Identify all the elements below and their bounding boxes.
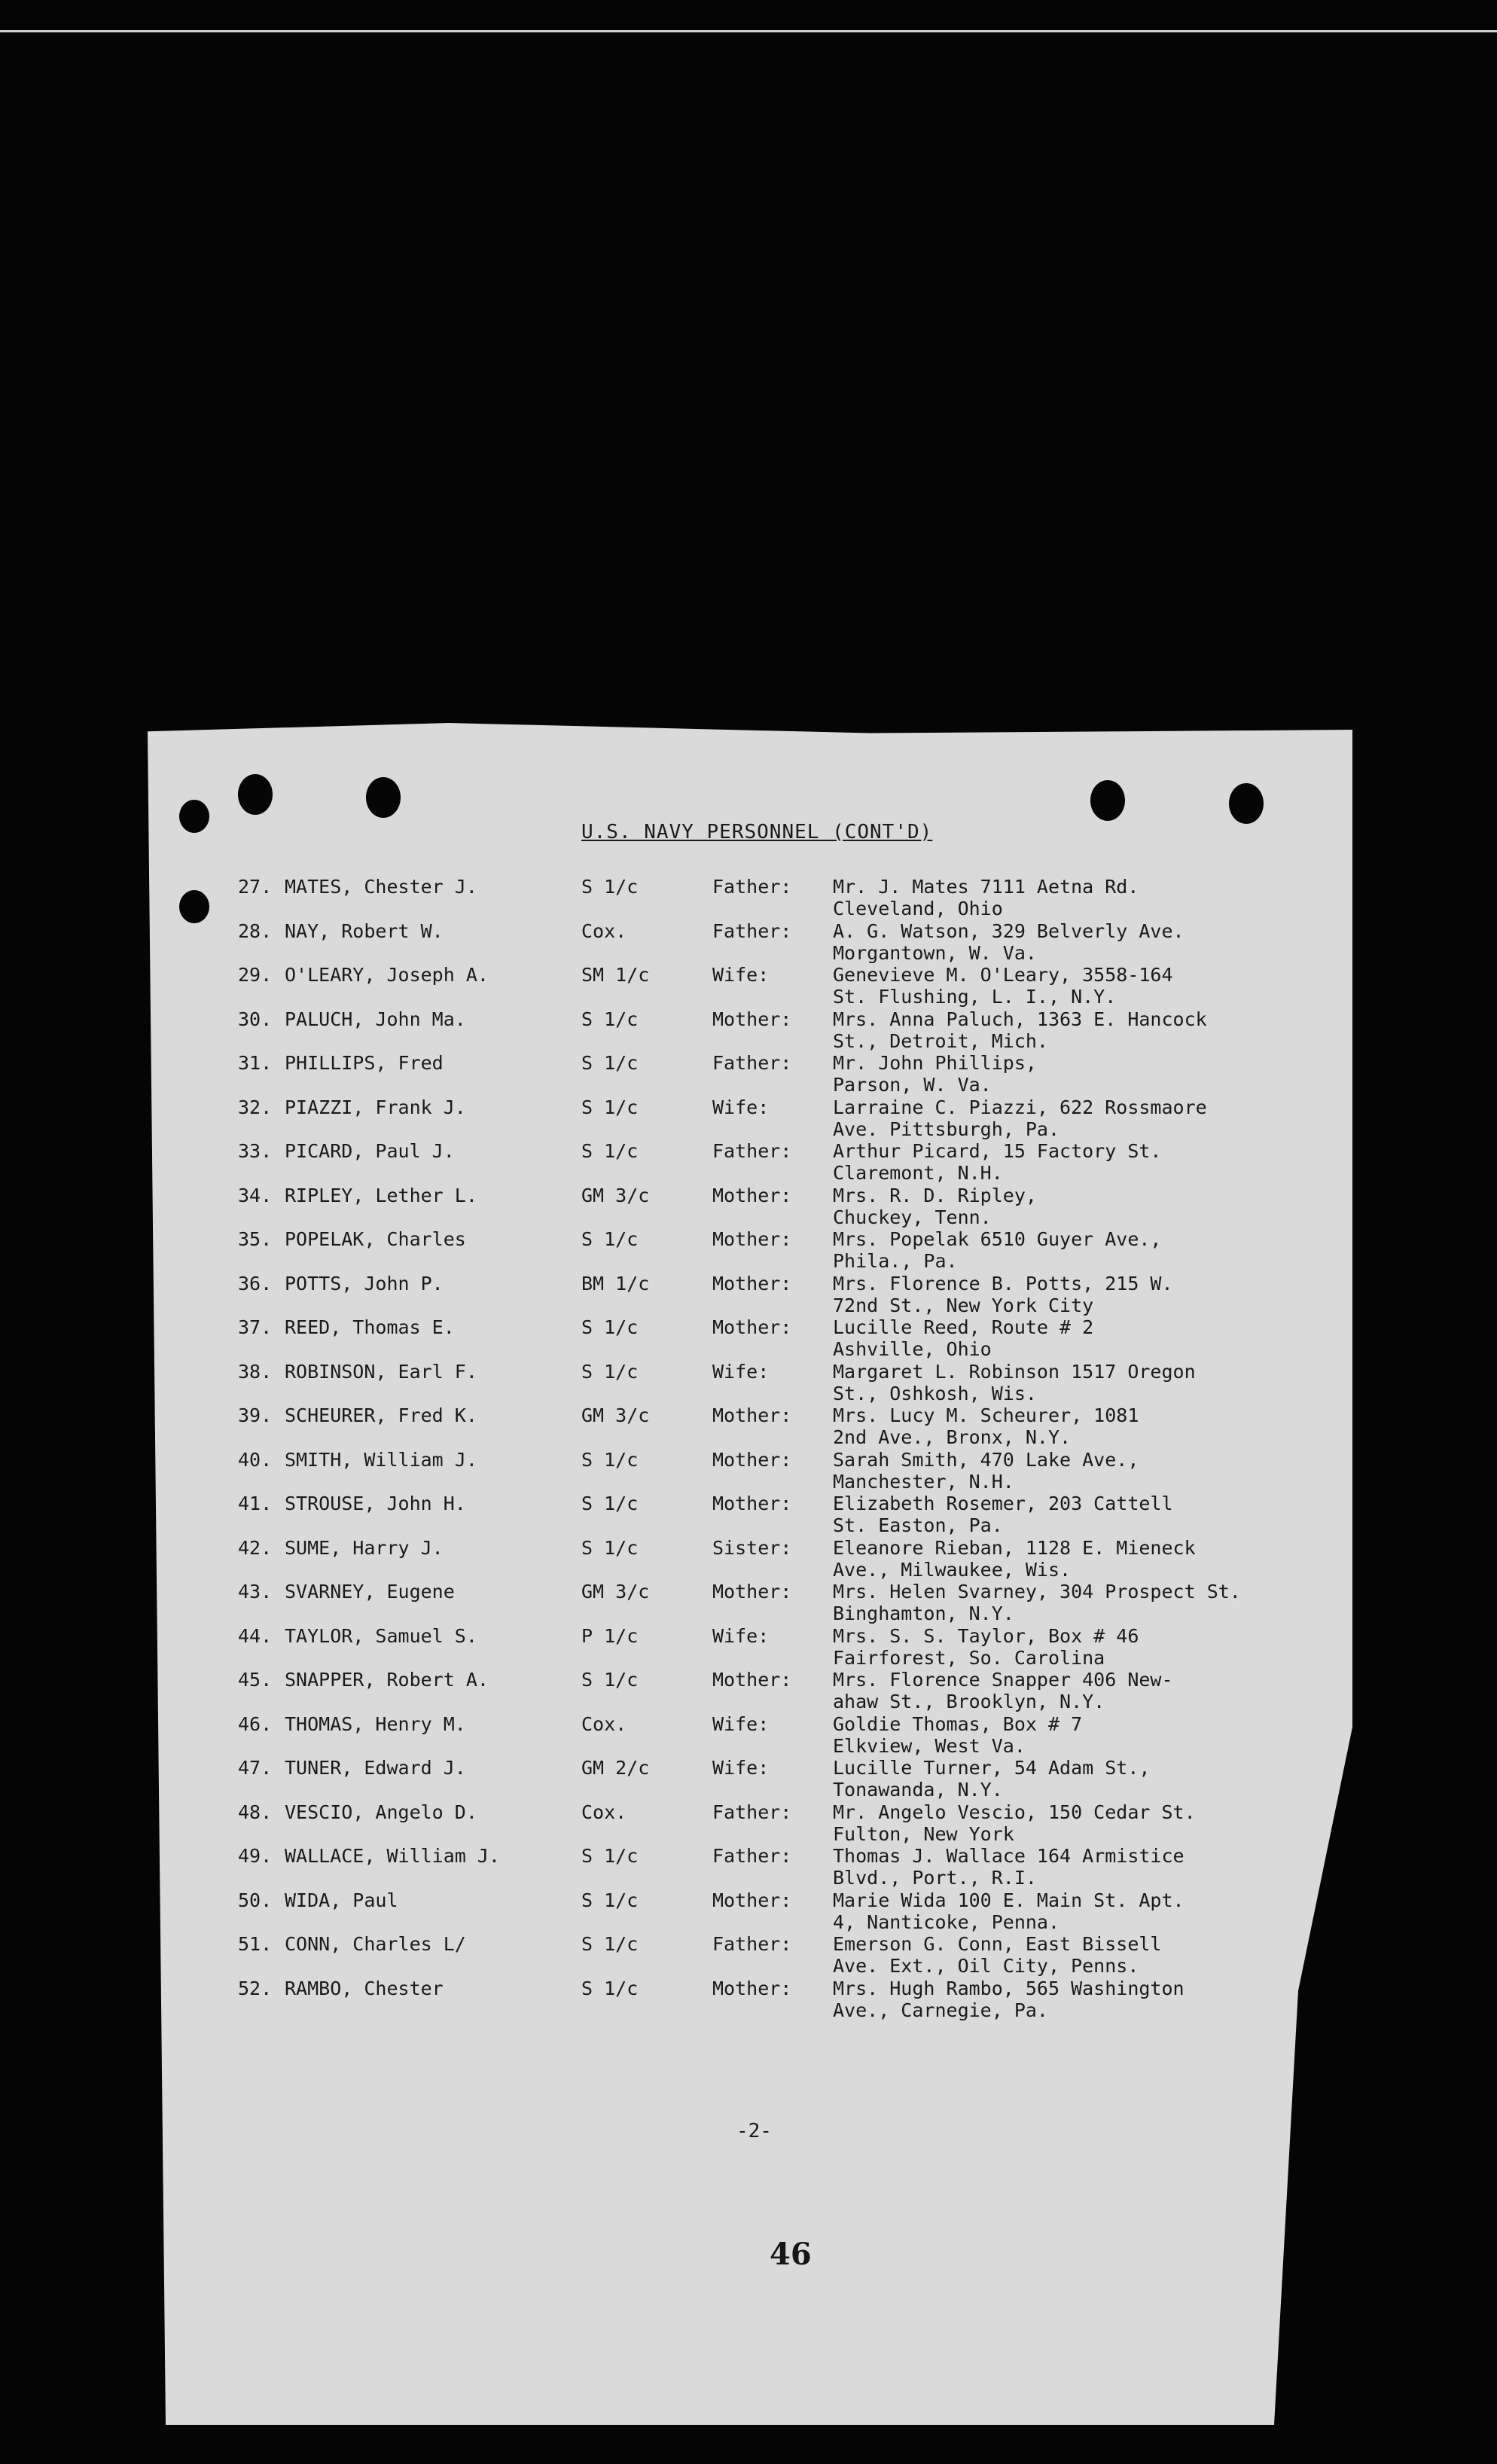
entry-number: 33. [238,1140,273,1162]
address-line-2: Manchester, N.H. [833,1470,1014,1493]
sailor-rate: Cox. [581,1801,627,1823]
personnel-row [0,1140,1497,1184]
next-of-kin-relation: Father: [712,876,792,898]
sailor-name: SVARNEY, Eugene [285,1581,455,1603]
address-line-1: Margaret L. Robinson 1517 Oregon [833,1360,1196,1383]
personnel-row [0,920,1497,964]
address-line-2: ahaw St., Brooklyn, N.Y. [833,1691,1105,1712]
personnel-row [0,876,1497,919]
sailor-name: SCHEURER, Fred K. [285,1404,477,1426]
personnel-row [0,1581,1497,1624]
sailor-name: SNAPPER, Robert A. [285,1669,489,1691]
entry-number: 50. [238,1889,273,1911]
next-of-kin-relation: Mother: [712,1669,792,1691]
next-of-kin-relation: Mother: [712,1493,792,1514]
personnel-row [0,964,1497,1008]
next-of-kin-relation: Father: [712,1933,792,1955]
entry-number: 35. [238,1228,273,1250]
personnel-row [0,1625,1497,1669]
personnel-row [0,1052,1497,1096]
entry-number: 34. [238,1184,273,1206]
address-line-1: Lucille Turner, 54 Adam St., [833,1757,1151,1779]
personnel-row [0,1361,1497,1404]
punch-hole [238,774,273,815]
entry-number: 43. [238,1581,273,1603]
sailor-rate: SM 1/c [581,964,650,986]
sailor-name: PICARD, Paul J. [285,1140,455,1162]
next-of-kin-relation: Mother: [712,1977,792,1999]
sailor-rate: S 1/c [581,1360,639,1383]
document-title: U.S. NAVY PERSONNEL (CONT'D) [581,821,933,843]
address-line-1: Mr. John Phillips, [833,1052,1037,1074]
address-line-2: Ave., Carnegie, Pa. [833,1999,1048,2021]
sailor-rate: S 1/c [581,1228,639,1250]
sailor-name: TUNER, Edward J. [285,1757,466,1779]
next-of-kin-address [833,1228,1162,1272]
sailor-rate: S 1/c [581,1448,639,1471]
sailor-name: ROBINSON, Earl F. [285,1360,477,1383]
entry-number: 47. [238,1757,273,1779]
sailor-rate: P 1/c [581,1624,639,1647]
next-of-kin-address [833,1185,1037,1228]
personnel-row [0,1978,1497,2021]
address-line-2: Fairforest, So. Carolina [833,1646,1105,1669]
stamp-number: 46 [770,2237,812,2272]
address-line-2: Ave. Ext., Oil City, Penns. [833,1955,1139,1977]
next-of-kin-address [833,1889,1184,1933]
entry-number: 41. [238,1493,273,1514]
address-line-2: Parson, W. Va. [833,1074,992,1096]
entry-number: 39. [238,1404,273,1426]
sailor-name: O'LEARY, Joseph A. [285,964,489,986]
sailor-rate: S 1/c [581,1052,639,1074]
address-line-2: 4, Nanticoke, Penna. [833,1911,1060,1933]
next-of-kin-relation: Mother: [712,1228,792,1250]
next-of-kin-address [833,1581,1241,1624]
next-of-kin-address [833,1933,1162,1977]
sailor-name: SUME, Harry J. [285,1536,444,1559]
sailor-name: WALLACE, William J. [285,1845,500,1867]
entry-number: 49. [238,1845,273,1867]
sailor-name: WIDA, Paul [285,1889,398,1911]
next-of-kin-address [833,1449,1139,1493]
personnel-row [0,1845,1497,1889]
address-line-1: Marie Wida 100 E. Main St. Apt. [833,1889,1184,1911]
entry-number: 46. [238,1712,273,1735]
entry-number: 51. [238,1933,273,1955]
sailor-name: RIPLEY, Lether L. [285,1184,477,1206]
next-of-kin-relation: Wife: [712,1624,770,1647]
personnel-row [0,1669,1497,1712]
sailor-name: CONN, Charles L/ [285,1933,466,1955]
sailor-rate: S 1/c [581,1096,639,1118]
address-line-1: Lucille Reed, Route # 2 [833,1316,1094,1338]
personnel-row [0,1449,1497,1493]
next-of-kin-relation: Father: [712,1845,792,1867]
punch-hole [179,800,209,833]
sailor-rate: GM 3/c [581,1581,650,1603]
address-line-2: St., Oshkosh, Wis. [833,1382,1037,1404]
sailor-name: STROUSE, John H. [285,1493,466,1514]
address-line-2: St. Easton, Pa. [833,1514,1003,1536]
next-of-kin-address [833,1140,1162,1184]
personnel-row [0,1537,1497,1581]
entry-number: 40. [238,1448,273,1471]
sailor-name: RAMBO, Chester [285,1977,444,1999]
next-of-kin-address [833,1625,1139,1669]
sailor-name: MATES, Chester J. [285,876,477,898]
sailor-rate: S 1/c [581,1889,639,1911]
address-line-1: Thomas J. Wallace 164 Armistice [833,1845,1184,1867]
sailor-rate: Cox. [581,919,627,942]
sailor-rate: GM 3/c [581,1404,650,1426]
sailor-name: PHILLIPS, Fred [285,1052,444,1074]
next-of-kin-address [833,1757,1150,1801]
next-of-kin-address [833,920,1184,964]
sailor-name: POTTS, John P. [285,1272,444,1295]
punch-hole [1090,780,1125,821]
sailor-rate: S 1/c [581,1140,639,1162]
entry-number: 32. [238,1096,273,1118]
personnel-row [0,1008,1497,1052]
next-of-kin-relation: Mother: [712,1316,792,1338]
next-of-kin-relation: Mother: [712,1889,792,1911]
address-line-1: Mrs. Florence B. Potts, 215 W. [833,1272,1173,1295]
next-of-kin-address [833,1361,1196,1404]
personnel-row [0,1096,1497,1140]
entry-number: 42. [238,1536,273,1559]
address-line-1: A. G. Watson, 329 Belverly Ave. [833,919,1184,942]
address-line-1: Emerson G. Conn, East Bissell [833,1933,1162,1955]
personnel-row [0,1889,1497,1933]
next-of-kin-relation: Mother: [712,1448,792,1471]
next-of-kin-relation: Wife: [712,964,770,986]
address-line-1: Arthur Picard, 15 Factory St. [833,1140,1162,1162]
address-line-2: Elkview, West Va. [833,1734,1026,1757]
sailor-rate: GM 2/c [581,1757,650,1779]
next-of-kin-relation: Wife: [712,1712,770,1735]
address-line-1: Mrs. Helen Svarney, 304 Prospect St. [833,1581,1241,1603]
sailor-rate: GM 3/c [581,1184,650,1206]
address-line-2: Ave. Pittsburgh, Pa. [833,1118,1060,1140]
personnel-row [0,1316,1497,1360]
sailor-name: PALUCH, John Ma. [285,1008,466,1030]
sailor-name: VESCIO, Angelo D. [285,1801,477,1823]
sailor-name: TAYLOR, Samuel S. [285,1624,477,1647]
next-of-kin-relation: Mother: [712,1404,792,1426]
next-of-kin-address [833,1978,1184,2021]
address-line-1: Mr. J. Mates 7111 Aetna Rd. [833,876,1139,898]
sailor-rate: S 1/c [581,1493,639,1514]
sailor-rate: S 1/c [581,1536,639,1559]
address-line-1: Mrs. Hugh Rambo, 565 Washington [833,1977,1184,1999]
address-line-2: Claremont, N.H. [833,1162,1003,1184]
next-of-kin-relation: Father: [712,1140,792,1162]
address-line-2: Ashville, Ohio [833,1338,992,1360]
personnel-row [0,1493,1497,1536]
address-line-1: Eleanore Rieban, 1128 E. Mieneck [833,1536,1196,1559]
next-of-kin-address [833,1801,1196,1845]
sailor-rate: S 1/c [581,1669,639,1691]
next-of-kin-address [833,1316,1093,1360]
punch-hole [366,777,401,818]
address-line-2: Cleveland, Ohio [833,898,1003,919]
address-line-2: Fulton, New York [833,1822,1014,1845]
entry-number: 37. [238,1316,273,1338]
sailor-name: POPELAK, Charles [285,1228,466,1250]
entry-number: 48. [238,1801,273,1823]
personnel-row [0,1801,1497,1845]
address-line-1: Mrs. Lucy M. Scheurer, 1081 [833,1404,1139,1426]
sailor-name: NAY, Robert W. [285,919,444,942]
next-of-kin-address [833,1537,1196,1581]
personnel-row [0,1273,1497,1316]
sailor-name: THOMAS, Henry M. [285,1712,466,1735]
next-of-kin-relation: Mother: [712,1008,792,1030]
address-line-1: Sarah Smith, 470 Lake Ave., [833,1448,1139,1471]
personnel-row [0,1404,1497,1448]
sailor-rate: S 1/c [581,1845,639,1867]
address-line-2: St., Detroit, Mich. [833,1029,1048,1052]
next-of-kin-address [833,1273,1173,1316]
next-of-kin-address [833,1096,1207,1140]
personnel-row [0,1713,1497,1757]
sailor-name: PIAZZI, Frank J. [285,1096,466,1118]
next-of-kin-relation: Father: [712,919,792,942]
address-line-2: Chuckey, Tenn. [833,1206,992,1228]
address-line-2: Ave., Milwaukee, Wis. [833,1558,1072,1581]
entry-number: 31. [238,1052,273,1074]
personnel-row [0,1933,1497,1977]
entry-number: 44. [238,1624,273,1647]
entry-number: 52. [238,1977,273,1999]
entry-number: 27. [238,876,273,898]
address-line-1: Elizabeth Rosemer, 203 Cattell [833,1493,1173,1514]
sailor-rate: S 1/c [581,1008,639,1030]
address-line-1: Mrs. Florence Snapper 406 New- [833,1669,1173,1691]
next-of-kin-relation: Wife: [712,1096,770,1118]
sailor-rate: BM 1/c [581,1272,650,1295]
punch-hole [1229,783,1264,824]
address-line-2: Morgantown, W. Va. [833,941,1037,964]
address-line-1: Mrs. S. S. Taylor, Box # 46 [833,1624,1139,1647]
address-line-1: Mrs. Anna Paluch, 1363 E. Hancock [833,1008,1207,1030]
sailor-rate: S 1/c [581,1933,639,1955]
next-of-kin-address [833,1713,1082,1757]
next-of-kin-address [833,1008,1207,1052]
address-line-1: Mrs. R. D. Ripley, [833,1184,1037,1206]
next-of-kin-relation: Mother: [712,1184,792,1206]
address-line-2: 2nd Ave., Bronx, N.Y. [833,1426,1072,1448]
next-of-kin-relation: Father: [712,1801,792,1823]
entry-number: 29. [238,964,273,986]
scan-border-line [0,30,1497,32]
entry-number: 30. [238,1008,273,1030]
address-line-1: Genevieve M. O'Leary, 3558-164 [833,964,1173,986]
next-of-kin-relation: Sister: [712,1536,792,1559]
next-of-kin-address [833,1845,1184,1889]
next-of-kin-relation: Mother: [712,1581,792,1603]
address-line-2: St. Flushing, L. I., N.Y. [833,986,1117,1008]
next-of-kin-relation: Wife: [712,1360,770,1383]
address-line-2: Phila., Pa. [833,1250,958,1272]
sailor-name: SMITH, William J. [285,1448,477,1471]
entry-number: 38. [238,1360,273,1383]
entry-number: 28. [238,919,273,942]
sailor-rate: S 1/c [581,1316,639,1338]
address-line-2: 72nd St., New York City [833,1294,1094,1316]
entry-number: 36. [238,1272,273,1295]
next-of-kin-relation: Mother: [712,1272,792,1295]
next-of-kin-address [833,964,1173,1008]
address-line-1: Mr. Angelo Vescio, 150 Cedar St. [833,1801,1196,1823]
sailor-rate: Cox. [581,1712,627,1735]
personnel-row [0,1757,1497,1801]
personnel-row [0,1228,1497,1272]
address-line-1: Larraine C. Piazzi, 622 Rossmaore [833,1096,1207,1118]
next-of-kin-address [833,1404,1139,1448]
sailor-rate: S 1/c [581,1977,639,1999]
personnel-row [0,1185,1497,1228]
next-of-kin-address [833,876,1139,919]
sailor-name: REED, Thomas E. [285,1316,455,1338]
next-of-kin-relation: Wife: [712,1757,770,1779]
address-line-2: Blvd., Port., R.I. [833,1867,1037,1889]
next-of-kin-address [833,1052,1037,1096]
page-number: -2- [736,2120,772,2142]
next-of-kin-address [833,1493,1173,1536]
entry-number: 45. [238,1669,273,1691]
address-line-1: Mrs. Popelak 6510 Guyer Ave., [833,1228,1162,1250]
next-of-kin-address [833,1669,1173,1712]
address-line-2: Binghamton, N.Y. [833,1603,1014,1624]
address-line-2: Tonawanda, N.Y. [833,1779,1003,1801]
next-of-kin-relation: Father: [712,1052,792,1074]
address-line-1: Goldie Thomas, Box # 7 [833,1712,1083,1735]
sailor-rate: S 1/c [581,876,639,898]
